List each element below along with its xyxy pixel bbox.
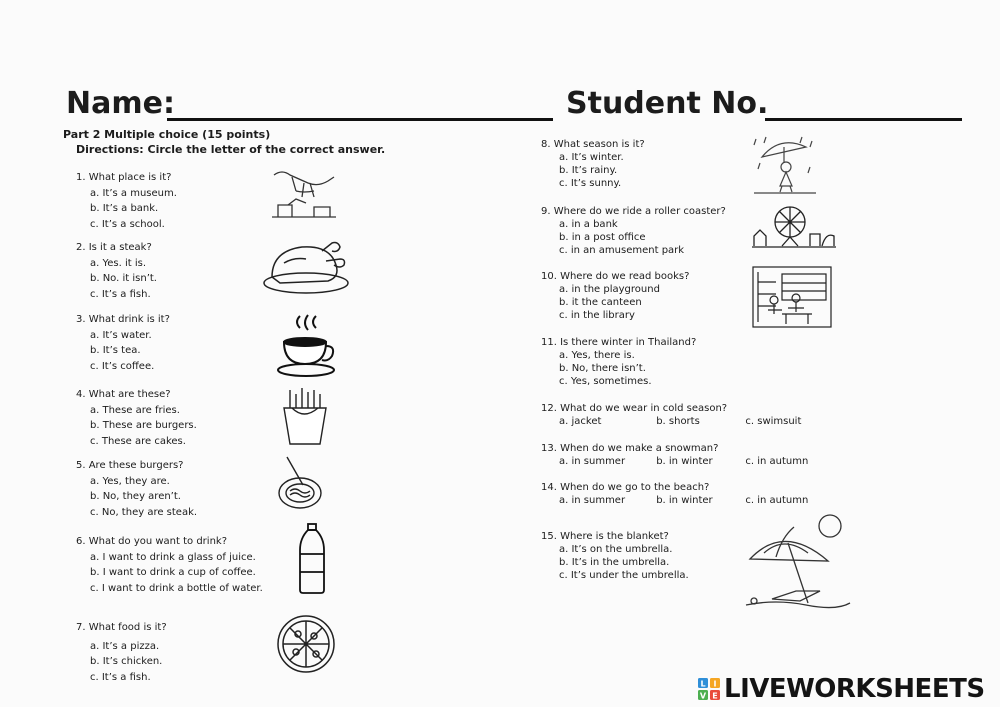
dinosaur-skeleton-icon: [270, 165, 338, 220]
option-c[interactable]: c. It’s sunny.: [559, 178, 622, 189]
option-a[interactable]: a. in the playground: [559, 284, 660, 295]
option-c[interactable]: c. in autumn: [745, 456, 809, 467]
option-b[interactable]: b. It’s chicken.: [90, 656, 163, 667]
option-c[interactable]: c. Yes, sometimes.: [559, 376, 652, 387]
question-text: 6. What do you want to drink?: [76, 536, 228, 547]
question-text: 8. What season is it?: [541, 139, 645, 150]
option-c[interactable]: c. These are cakes.: [90, 435, 186, 447]
option-b[interactable]: b. It’s a bank.: [90, 203, 159, 214]
brand-name: LIVEWORKSHEETS: [724, 674, 985, 704]
option-b[interactable]: b. I want to drink a cup of coffee.: [90, 567, 256, 578]
option-b[interactable]: b. shorts: [656, 416, 700, 427]
option-b[interactable]: b. It’s tea.: [90, 345, 141, 356]
option-c[interactable]: c. in the library: [559, 310, 635, 321]
option-a[interactable]: a. jacket: [559, 416, 602, 427]
svg-text:V: V: [699, 691, 707, 700]
option-b[interactable]: b. No. it isn’t.: [90, 273, 157, 284]
question-text: 4. What are these?: [76, 389, 171, 400]
question-text: 12. What do we wear in cold season?: [541, 403, 728, 414]
option-a[interactable]: a. It’s a museum.: [90, 187, 177, 199]
water-bottle-icon: [298, 522, 326, 594]
option-c[interactable]: c. No, they are steak.: [90, 506, 198, 518]
option-a[interactable]: a. These are fries.: [90, 404, 180, 416]
option-c[interactable]: c. It’s under the umbrella.: [559, 570, 689, 581]
question-text: 13. When do we make a snowman?: [541, 443, 719, 454]
student-no-label: Student No.: [566, 86, 769, 121]
question-4: [76, 387, 197, 449]
question-text: 3. What drink is it?: [76, 314, 170, 325]
option-b[interactable]: b. in a post office: [559, 232, 646, 243]
question-13: [541, 442, 808, 468]
question-text: 1. What place is it?: [76, 172, 172, 183]
question-text: 2. Is it a steak?: [76, 242, 152, 253]
option-c[interactable]: c. in an amusement park: [559, 245, 685, 256]
amusement-park-icon: [752, 204, 836, 248]
question-8: [541, 138, 645, 190]
option-a[interactable]: a. It’s winter.: [559, 152, 624, 163]
option-b[interactable]: b. in winter: [656, 495, 713, 506]
option-a[interactable]: a. It’s water.: [90, 329, 152, 341]
option-c[interactable]: c. in autumn: [745, 495, 809, 506]
question-14: [541, 481, 808, 507]
question-2: [76, 240, 157, 302]
svg-text:E: E: [712, 691, 718, 700]
name-label: Name:: [66, 86, 175, 121]
question-text: 9. Where do we ride a roller coaster?: [541, 206, 726, 217]
option-b[interactable]: b. These are burgers.: [90, 420, 197, 431]
option-c[interactable]: c. swimsuit: [745, 416, 802, 427]
option-c[interactable]: c. It’s coffee.: [90, 360, 155, 372]
pizza-icon: [276, 614, 336, 674]
question-3: [76, 312, 170, 374]
option-b[interactable]: b. it the canteen: [559, 297, 642, 308]
question-11: [541, 336, 696, 388]
question-10: [541, 270, 689, 322]
option-b[interactable]: b. It’s in the umbrella.: [559, 557, 670, 568]
question-text: 5. Are these burgers?: [76, 460, 184, 471]
option-a[interactable]: a. It’s a pizza.: [90, 640, 160, 652]
question-text: 14. When do we go to the beach?: [541, 482, 710, 493]
noodle-bowl-icon: [277, 455, 323, 511]
option-b[interactable]: b. in winter: [656, 456, 713, 467]
question-1: [76, 170, 177, 232]
option-a[interactable]: a. in summer: [559, 495, 626, 506]
option-b[interactable]: b. No, they aren’t.: [90, 491, 181, 502]
option-c[interactable]: c. I want to drink a bottle of water.: [90, 582, 263, 594]
library-icon: [752, 266, 832, 328]
option-c[interactable]: c. It’s a school.: [90, 218, 165, 230]
part-title: Part 2 Multiple choice (15 points): [63, 128, 271, 141]
svg-text:I: I: [713, 679, 717, 689]
directions: Directions: Circle the letter of the correct answer.: [76, 143, 386, 156]
rainy-girl-umbrella-icon: [752, 133, 818, 195]
option-a[interactable]: a. It’s on the umbrella.: [559, 544, 673, 555]
option-b[interactable]: b. It’s rainy.: [559, 165, 618, 176]
question-9: [541, 205, 726, 257]
option-c[interactable]: c. It’s a fish.: [90, 671, 151, 683]
question-12: [541, 402, 801, 428]
option-a[interactable]: a. Yes, there is.: [559, 350, 635, 361]
liveworksheets-logo: [698, 674, 985, 704]
question-7: [76, 620, 167, 685]
liveworksheets-tiles-icon: [698, 678, 720, 700]
question-text: 7. What food is it?: [76, 622, 167, 633]
question-6: [76, 534, 263, 596]
coffee-cup-icon: [276, 312, 338, 378]
question-text: 15. Where is the blanket?: [541, 531, 669, 542]
option-a[interactable]: a. I want to drink a glass of juice.: [90, 551, 256, 563]
beach-umbrella-icon: [742, 513, 854, 613]
student-no-line: [765, 118, 962, 121]
option-a[interactable]: a. in a bank: [559, 219, 618, 230]
option-a[interactable]: a. Yes, they are.: [90, 475, 170, 487]
svg-text:L: L: [700, 679, 706, 689]
roast-chicken-icon: [262, 237, 350, 295]
name-line: [167, 118, 553, 121]
question-5: [76, 458, 197, 520]
question-text: 11. Is there winter in Thailand?: [541, 337, 697, 348]
option-b[interactable]: b. No, there isn’t.: [559, 363, 646, 374]
option-a[interactable]: a. Yes. it is.: [90, 257, 147, 269]
option-c[interactable]: c. It’s a fish.: [90, 288, 151, 300]
french-fries-icon: [282, 388, 328, 446]
question-text: 10. Where do we read books?: [541, 271, 690, 282]
question-15: [541, 530, 689, 582]
option-a[interactable]: a. in summer: [559, 456, 626, 467]
